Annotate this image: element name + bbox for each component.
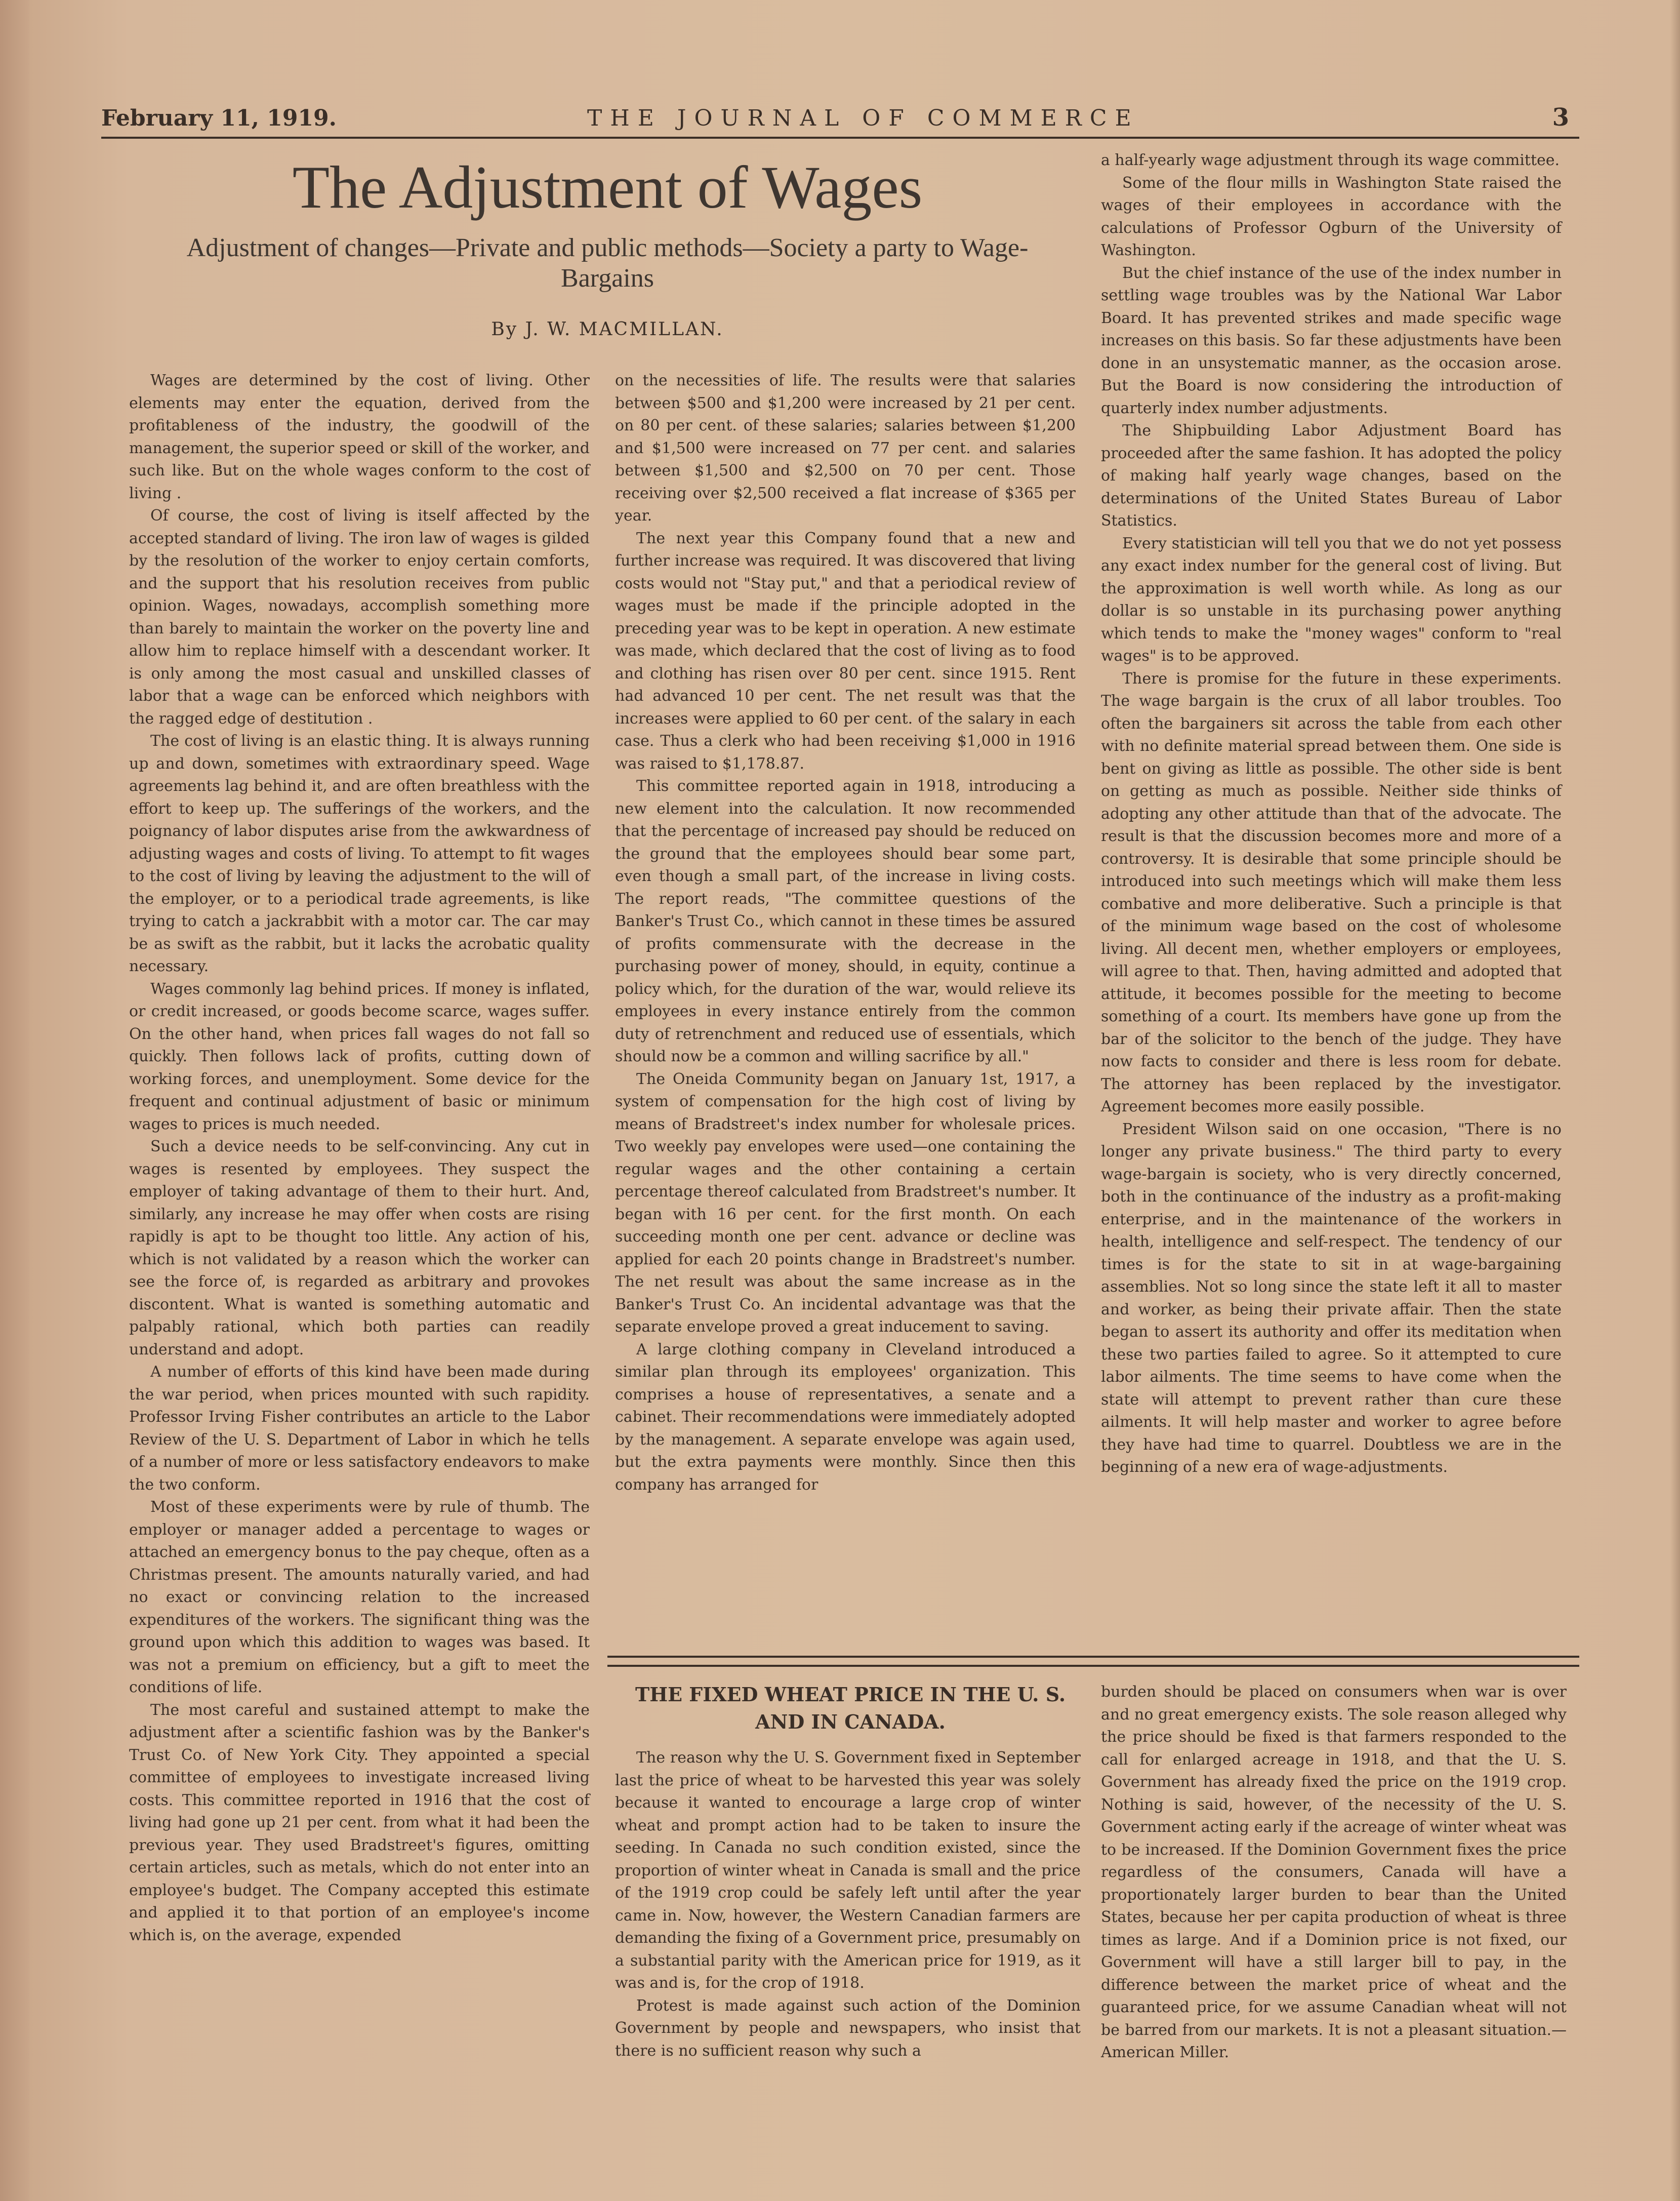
wheat-column-1 <box>615 1747 1081 2062</box>
paragraph: Wages commonly lag behind prices. If money is inflated, or credit increased, or goods become scarce, wages suffer. On the other hand, when prices fall wages do not fall so quickly. Then follows lack of profits, cutting down of working forces, and unemployment. Some device for the frequent and continual adjustment of basic or minimum wages to prices is much needed. <box>129 980 590 1133</box>
wheat-article-title: THE FIXED WHEAT PRICE IN THE U. S. AND IN CANADA. <box>635 1683 1066 1733</box>
page-number: 3 <box>1552 103 1569 132</box>
paragraph: Protest is made against such action of the Dominion Government by people and newspapers, who insist that there is no sufficient reason why such a <box>615 1996 1081 2060</box>
paragraph: The next year this Company found that a new and further increase was required. It was discovered that living costs would not "Stay put," and that a periodical review of wages must be made if the principle adopted in the preceding year was to be kept in operation. A new estimate was made, which declared that the cost of living as to food and clothing has risen over 80 per cent. since 1915. Rent had advanced 10 per cent. The net result was that the increases were applied to 60 per cent. of the salary in each case. Thus a clerk who had been receiving $1,000 in 1916 was raised to $1,178.87. <box>615 529 1076 773</box>
paragraph: Of course, the cost of living is itself affected by the accepted standard of living. The iron law of wages is gilded by the resolution of the worker to enjoy certain comforts, and the support that his resolution receives from public opinion. Wages, nowadays, accomplish something more than barely to maintain the worker on the poverty line and allow him to replace himself with a descendant worker. It is only among the most casual and unskilled classes of labor that a wage can be enforced which neighbors with the ragged edge of destitution . <box>129 507 590 728</box>
publication-name: THE JOURNAL OF COMMERCE <box>587 105 1139 131</box>
page-binding <box>0 0 29 2201</box>
paragraph: The cost of living is an elastic thing. It is always running up and down, sometimes with extraordinary speed. Wage agreements lag behind it, and are often breathless with the effort to keep up. The sufferings of the workers, and the poignancy of labor disputes arise from the awkwardness of adjusting wages and costs of living. To attempt to fit wages to the cost of living by leaving the adjustment to the will of the employer, or to a periodical trade agreements, is like trying to catch a jackrabbit with a motor car. The car may be as swift as the rabbit, but it lacks the acrobatic quality necessary. <box>129 732 590 975</box>
article-subtitle: Adjustment of changes—Private and public methods—Society a party to Wage-Bargains <box>186 233 1029 293</box>
paragraph: Such a device needs to be self-convincing. Any cut in wages is resented by employees. They suspect the employer of taking advantage of them to their hurt. And, similarly, any increase he may offer when costs are rising rapidly is apt to be thought too little. Any action of his, which is not validated by a reason which the worker can see the force of, is regarded as arbitrary and provokes discontent. What is wanted is something automatic and palpably rational, which both parties can readily understand and adopt. <box>129 1138 590 1358</box>
wheat-column-2 <box>1101 1681 1567 2064</box>
paragraph: Most of these experiments were by rule of thumb. The employer or manager added a percentage to wages or attached an emergency bonus to the pay cheque, often as a Christmas present. The amounts naturally varied, and had no exact or convincing relation to the increased expenditures of the workers. The significant thing was the ground upon which this addition to wages was based. It was not a premium on efficiency, but a gift to meet the conditions of life. <box>129 1498 590 1696</box>
paragraph: There is promise for the future in these experiments. The wage bargain is the crux of all labor troubles. Too often the bargainers sit across the table from each other with no definite material spread between them. One side is bent on giving as little as possible. The other side is bent on getting as much as possible. Neither side thinks of adopting any other attitude than that of the advocate. The result is that the discussion becomes more and more of a controversy. It is desirable that some principle should be introduced into such meetings which will make them less combative and more deliberative. Such a principle is that of the minimum wage based on the cost of wholesome living. All decent men, whether employers or employees, will agree to that. Then, having admitted and adopted that attitude, it becomes possible for the meeting to become something of a court. Its members have gone up from the bar of the solicitor to the bench of the judge. They have now facts to consider and there is less room for debate. The attorney has been replaced by the investigator. Agreement becomes more easily possible. <box>1101 669 1562 1115</box>
article-byline: By J. W. MACMILLAN. <box>491 319 724 340</box>
article-column-3 <box>1101 149 1562 1479</box>
paragraph: on the necessities of life. The results were that salaries between $500 and $1,200 were increased by 21 per cent. on 80 per cent. of these salaries; salaries between $1,200 and $1,500 were increased on 77 per cent. and salaries between $1,500 and $2,500 on 70 per cent. Those receiving over $2,500 received a flat increase of $365 per year. <box>615 372 1076 525</box>
paragraph: President Wilson said on one occasion, "There is no longer any private business." The third party to every wage-bargain is society, who is very directly concerned, both in the continuance of the industry as a profit-making enterprise, and in the maintenance of the workers in health, intelligence and self-respect. The tendency of our times is for the state to sit in at wage-bargaining assemblies. Not so long since the state left it all to master and worker, as being their private affair. Then the state began to assert its authority and offer its meditation when these two parties failed to agree. So it attempted to cure labor ailments. The time seems to have come when the state will attempt to prevent rather than cure these ailments. It will help master and worker to agree before they have had time to quarrel. Doubtless we are in the beginning of a new era of wage-adjustments. <box>1101 1120 1562 1476</box>
paragraph: A number of efforts of this kind have been made during the war period, when prices mounted with such rapidity. Professor Irving Fisher contributes an article to the Labor Review of the U. S. Department of Labor in which he tells of a number of more or less satisfactory endeavors to make the two conform. <box>129 1363 590 1494</box>
paragraph: The Shipbuilding Labor Adjustment Board has proceeded after the same fashion. It has adopted the policy of making half yearly wage changes, based on the determinations of the United States Bureau of Labor Statistics. <box>1101 422 1562 530</box>
paragraph: Wages are determined by the cost of living. Other elements may enter the equation, derived from the profitableness of the industry, the goodwill of the management, the superior speed or skill of the worker, and such like. But on the whole wages conform to the cost of living . <box>129 372 590 502</box>
paragraph: Some of the flour mills in Washington State raised the wages of their employees in accordance with the calculations of Professor Ogburn of the University of Washington. <box>1101 174 1562 259</box>
running-header <box>101 101 1579 139</box>
paragraph: burden should be placed on consumers when war is over and no great emergency exists. The sole reason alleged why the price should be fixed is that farmers responded to the call for enlarged acreage in 1918, and that the U. S. Government has already fixed the price on the 1919 crop. Nothing is said, however, of the necessity of the U. S. Government acting early if the acreage of winter wheat was to be increased. If the Dominion Government fixes the price regardless of the consumers, Canada will have a proportionately larger burden to bear than the United States, because her per capita production of wheat is three times as large. And if a Dominion price is not fixed, our Government will have a still larger bill to pay, in the difference between the market price of wheat and the guaranteed price, for we assume Canadian wheat will not be barred from our markets. It is not a pleasant situation.—American Miller. <box>1101 1683 1567 2061</box>
article-column-2 <box>615 370 1076 1496</box>
section-divider <box>607 1656 1579 1667</box>
paragraph: The Oneida Community began on January 1st, 1917, a system of compensation for the high cost of living by means of Bradstreet's index number for wholesale prices. Two weekly pay envelopes were used—one containing the regular wages and the other containing a certain percentage thereof calculated from Bradstreet's number. It began with 16 per cent. for the first month. On each succeeding month one per cent. advance or decline was applied for each 20 points change in Bradstreet's number. The net result was about the same increase as in the Banker's Trust Co. An incidental advantage was that the separate envelope proved a great inducement to saving. <box>615 1070 1076 1336</box>
article-column-1 <box>129 370 590 1947</box>
paragraph: a half-yearly wage adjustment through its wage committee. <box>1101 151 1560 169</box>
article-title: The Adjustment of Wages <box>292 153 923 221</box>
issue-date: February 11, 1919. <box>101 105 337 131</box>
paragraph: But the chief instance of the use of the index number in settling wage troubles was by the National War Labor Board. It has prevented strikes and made specific wage increases on this basis. So far these adjustments have been done in an unsystematic manner, as the occasion arose. But the Board is now considering the introduction of quarterly index number adjustments. <box>1101 264 1562 417</box>
page-edge-shadow <box>1670 0 1680 2201</box>
paragraph: A large clothing company in Cleveland introduced a similar plan through its employees' organization. This comprises a house of representatives, a senate and a cabinet. Their recommendations were immediately adopted by the management. A separate envelope was again used, but the extra payments were monthly. Since then this company has arranged for <box>615 1340 1076 1494</box>
paragraph: Every statistician will tell you that we do not yet possess any exact index number for the general cost of living. But the approximation is well worth while. As long as our dollar is so unstable in its purchasing power anything which tends to make the "money wages" conform to "real wages" is to be approved. <box>1101 534 1562 665</box>
paragraph: This committee reported again in 1918, introducing a new element into the calculation. It now recommended that the percentage of increased pay should be reduced on the ground that the employees should bear some part, even though a small part, of the increase in living costs. The report reads, "The committee questions of the Banker's Trust Co., which cannot in these times be assured of profits commensurate with the decrease in the purchasing power of money, should, in equity, continue a policy which, for the duration of the war, would relieve its employees in every instance entirely from the common duty of retrenchment and reduced use of essentials, which should now be a common and willing sacrifice by all." <box>615 777 1076 1065</box>
paragraph: The reason why the U. S. Government fixed in September last the price of wheat to be harvested this year was solely because it wanted to encourage a large crop of winter wheat and prompt action had to be taken to insure the seeding. In Canada no such condition existed, since the proportion of winter wheat in Canada is small and the price of the 1919 crop could be safely left until after the year came in. Now, however, the Western Canadian farmers are demanding the fixing of a Government price, presumably on a substantial parity with the American price for 1919, as it was and is, for the crop of 1918. <box>615 1749 1081 1992</box>
paragraph: The most careful and sustained attempt to make the adjustment after a scientific fashion was by the Banker's Trust Co. of New York City. They appointed a special committee of employees to investigate increased living costs. This committee reported in 1916 that the cost of living had gone up 21 per cent. from what it had been the previous year. They used Bradstreet's figures, omitting certain articles, such as metals, which do not enter into an employee's budget. The Company accepted this estimate and applied it to that portion of an employee's income which is, on the average, expended <box>129 1701 590 1944</box>
